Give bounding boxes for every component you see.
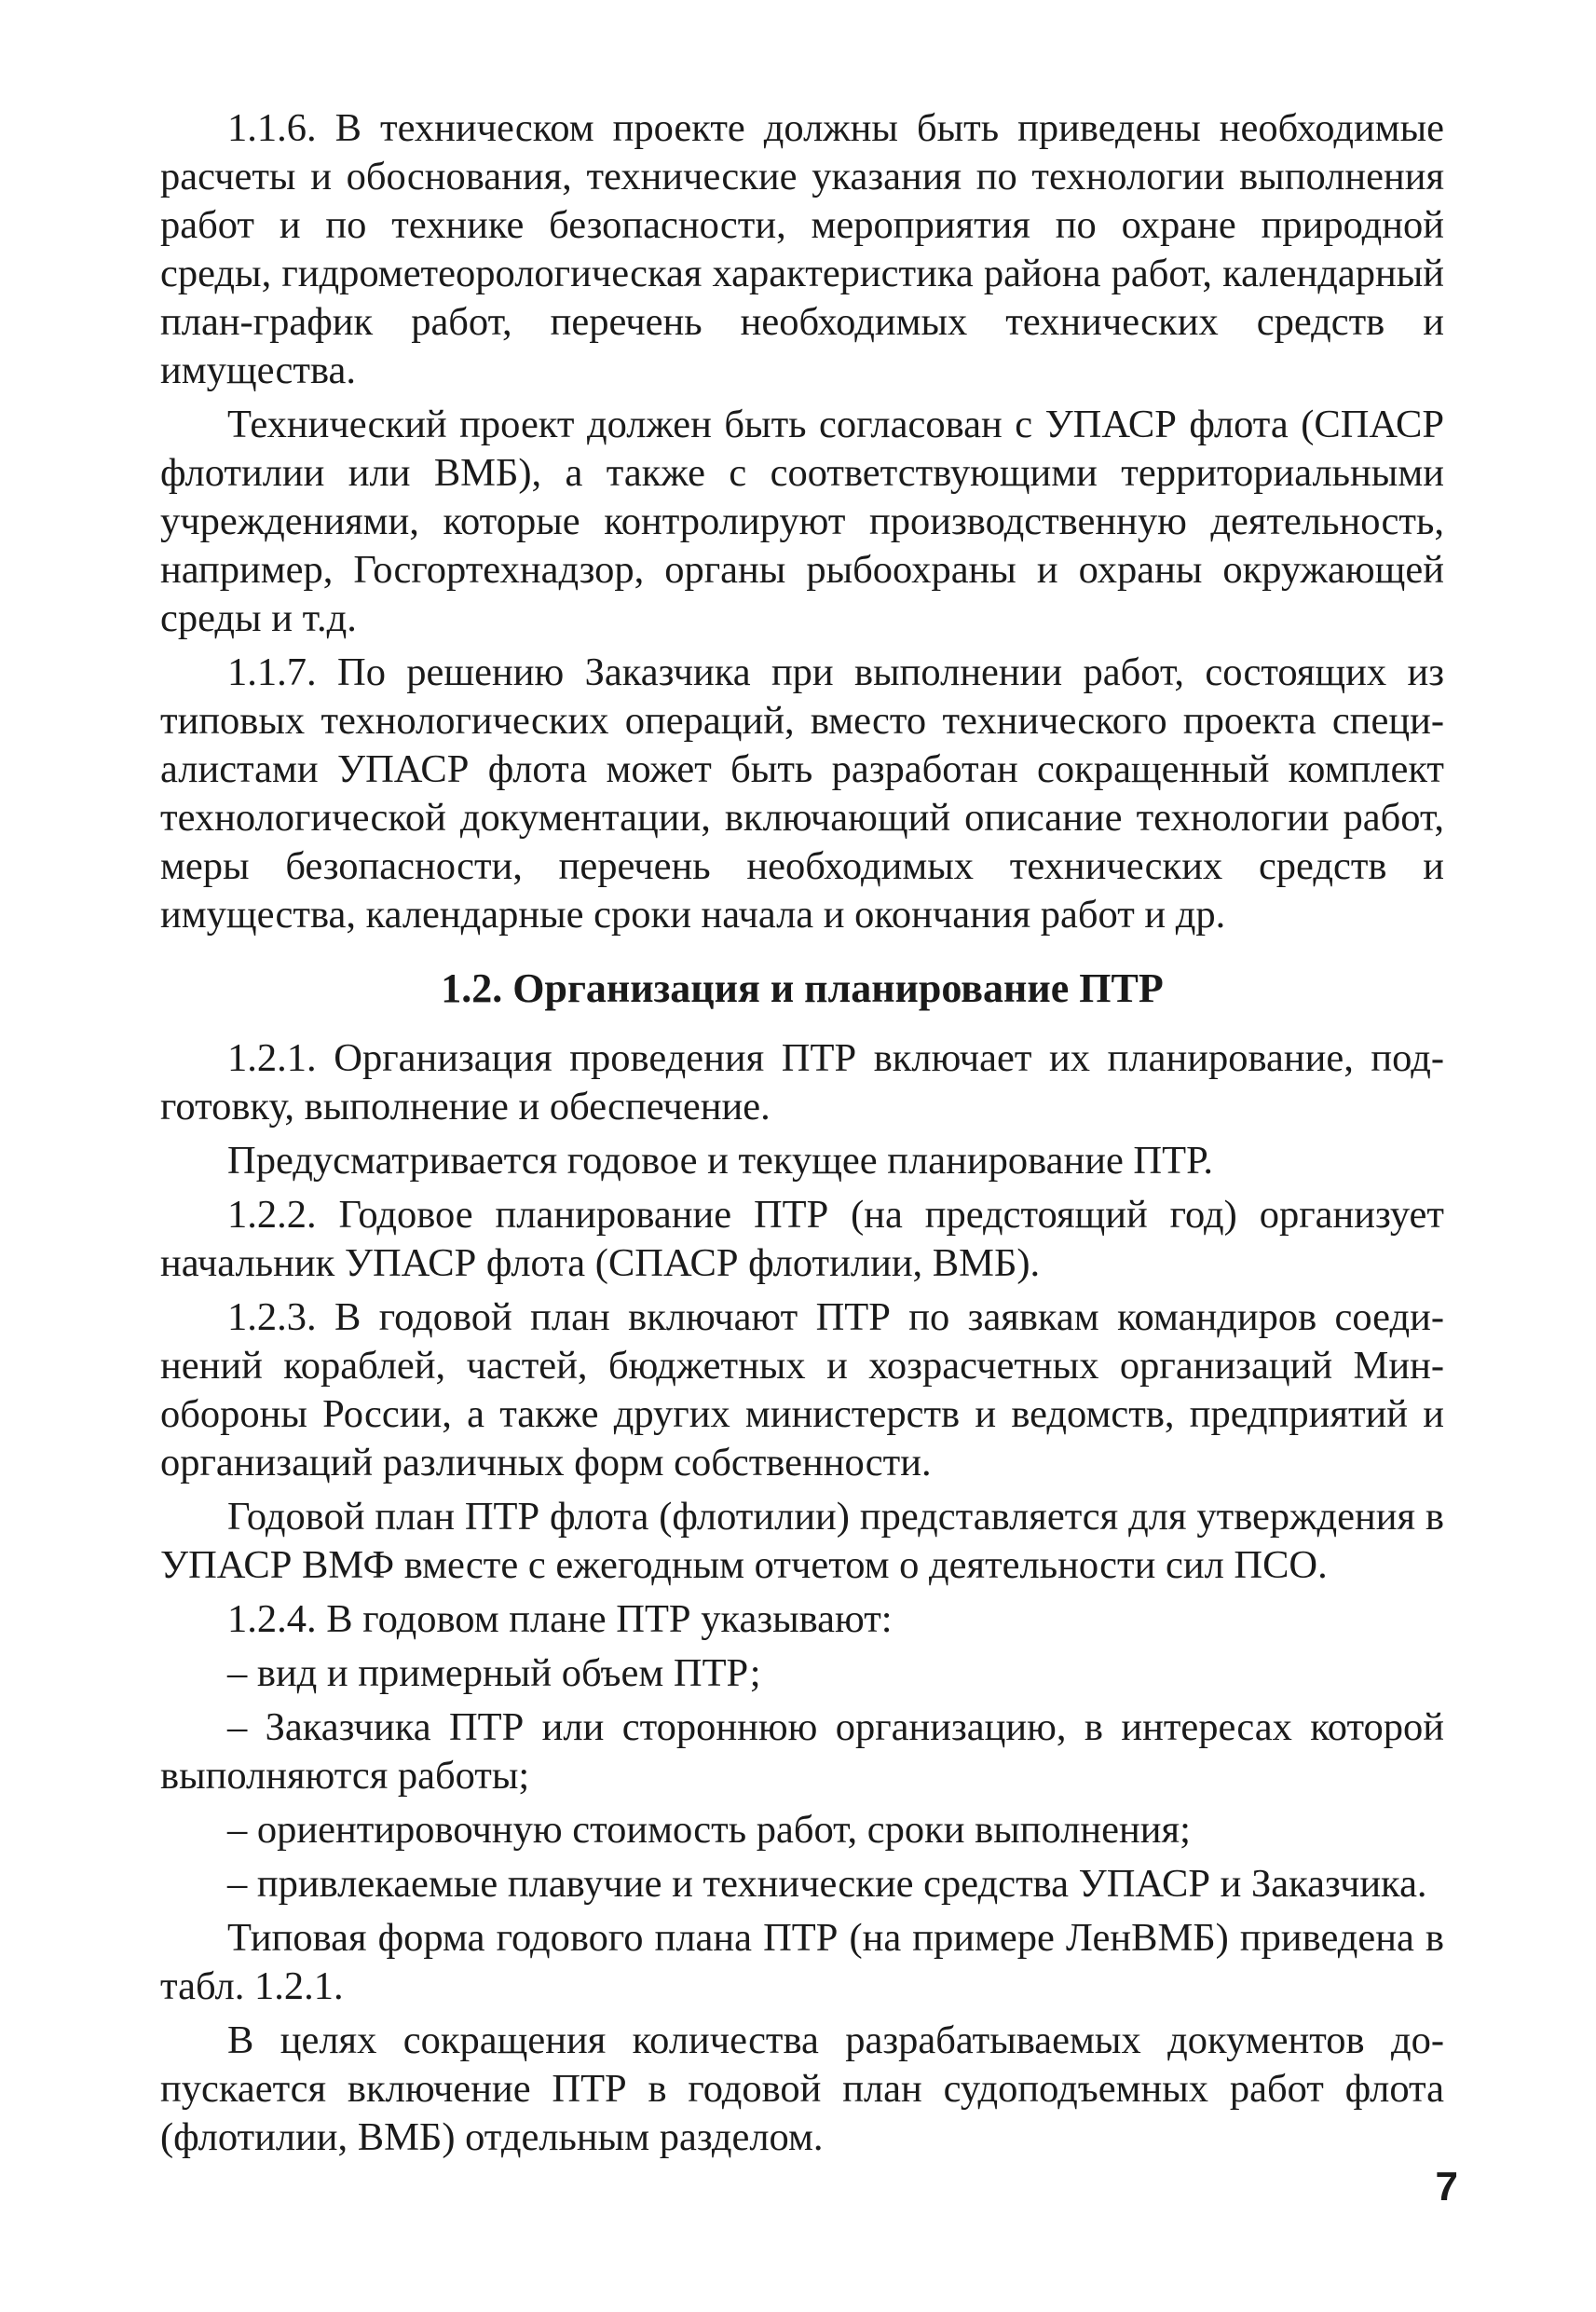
paragraph-1-2-3: 1.2.3. В годовой план включают ПТР по заявкам командиров соединений кораблей, частей, бюджетных и хозрасчетных организаций Минобороны России, а также других министерств и ведомств, предприятий и организаций различных форм собственности. [160,1295,1444,1484]
paragraph-document-reduction: В целях сокращения количества разрабатываемых документов допускается включение ПТР в годовой план судоподъемных работ флота (флотилии, ВМБ) отдельным разделом. [160,2018,1444,2159]
paragraph-1-2-1: 1.2.1. Организация проведения ПТР включает их планирование, подготовку, выполнение и обеспечение. [160,1036,1444,1129]
paragraph-table-reference: Типовая форма годового плана ПТР (на примере ЛенВМБ) приведена в табл. 1.2.1. [160,1916,1444,2008]
list-item-type-volume: – вид и примерный объем ПТР; [227,1651,761,1695]
list-item-resources: – привлекаемые плавучие и технические средства УПАСР и Заказчика. [227,1862,1427,1906]
list-item-cost-terms: – ориентировочную стоимость работ, сроки выполнения; [227,1808,1191,1852]
section-heading: 1.2. Организация и планирование ПТР [441,965,1164,1011]
paragraph-1-1-6: 1.1.6. В техническом проекте должны быть приведены необходимые расчеты и обоснования, технические указания по технологии выполнения работ и по технике безопасности, мероприятия по охране природной среды, гидрометеорологическая характеристика района работ, календарный план-график работ, перечень необходимых технических средств и имущества. [160,106,1444,392]
paragraph-approval: Технический проект должен быть согласован с УПАСР флота (СПАСР флотилии или ВМБ), а также с соответствующими территориальными учреждениями, которые контролируют производственную деятельность, например, Госгортехнадзор, органы рыбоохраны и охраны окружающей среды и т.д. [160,403,1444,640]
paragraph-1-2-2: 1.2.2. Годовое планирование ПТР (на предстоящий год) организует начальник УПАСР флота (СПАСР флотилии, ВМБ). [160,1193,1444,1285]
paragraph-1-2-4: 1.2.4. В годовом плане ПТР указывают: [227,1597,893,1641]
document-page [160,104,1444,2162]
paragraph-annual-plan-approval: Годовой план ПТР флота (флотилии) представляется для утверждения в УПАСР ВМФ вместе с ежегодным отчетом о деятельности сил ПСО. [160,1495,1444,1587]
paragraph-1-1-7: 1.1.7. По решению Заказчика при выполнении работ, состоящих из типовых технологических операций, вместо технического проекта специалистами УПАСР флота может быть разработан сокращенный комплект технологической документации, включающий описание технологии работ, меры безопасности, перечень необходимых технических средств и имущества, календарные сроки начала и окончания работ и др. [160,650,1444,937]
page-number: 7 [1435,2164,1458,2209]
paragraph-planning-types: Предусматривается годовое и текущее планирование ПТР. [227,1139,1214,1183]
list-item-customer: – Заказчика ПТР или стороннюю организацию, в интересах которой выполняются работы; [160,1705,1444,1798]
